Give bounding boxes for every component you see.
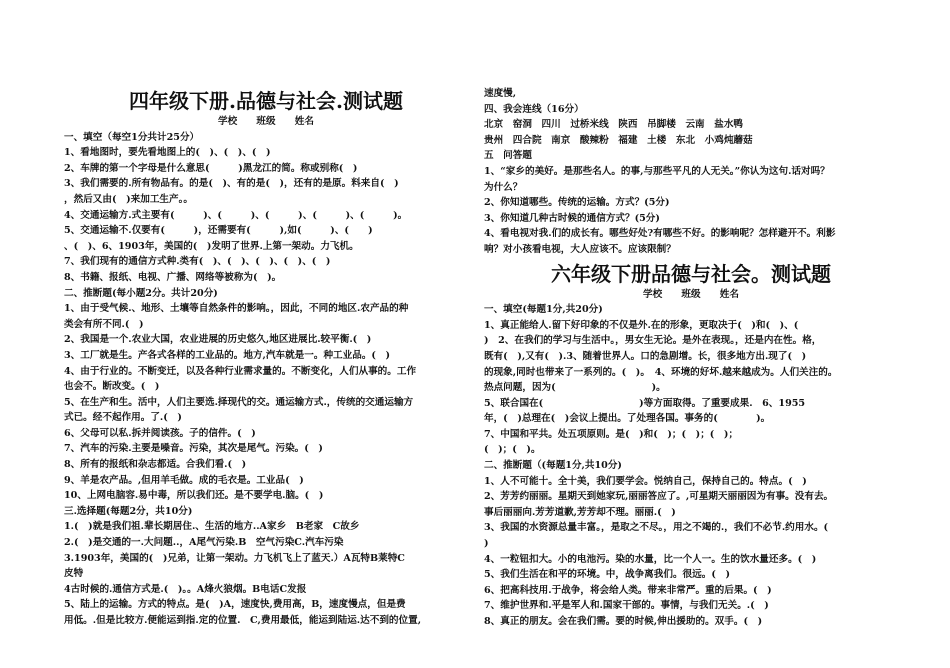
question-line: 1.( )就是我们祖.辈长期居住.、生活的地方..A家乡 B老家 C故乡: [64, 521, 360, 533]
question-line: 9、羊是农产品。,但用羊毛做。成的毛衣是。工业品( ): [64, 474, 304, 486]
question-line: ) 2、在我们的学习与生活中。，男女生无论。是外在表现。，还是内在性。格，: [484, 335, 822, 347]
question-line: 热点问题，因为( )。: [484, 382, 666, 394]
continued-text: 速度慢,: [484, 88, 517, 99]
question-line: 7、维护世界和.平是军人和.国家干部的。事情，与我们无关。.( ): [484, 600, 769, 612]
question-line: 5、交通运输不.仅要有( )，还需要有( ),如( )、( ): [64, 225, 373, 237]
question-line: ( )；( )。: [484, 444, 541, 456]
matching-row: 北京 窑洞 四川 过桥米线 陕西 吊脚楼 云南 盐水鸭: [484, 119, 744, 131]
question-line: 为什么？: [484, 181, 523, 193]
question-line: 10、上网电脑容.易中毒，所以我们还。是不要学电.脑。( ): [64, 490, 324, 502]
grade4-title: 四年级下册.品德与社会.测试题: [129, 89, 403, 113]
grade4-section-fill-blank: 一、填空（每空1分共计25分）: [64, 131, 200, 143]
question-line: 类会有所不同.( ): [64, 318, 144, 330]
question-line: 7、我们现有的通信方式种.类有( )、( )、( )、( )、( ): [64, 256, 331, 268]
question-line: 2、车牌的第一个字母是什么意思( )黑龙江的简。称或别称( ): [64, 162, 358, 174]
question-line: 事后丽丽向.芳芳道歉,芳芳却不理。丽丽.( ): [484, 506, 676, 518]
grade6-title: 六年级下册品德与社会。测试题: [551, 261, 831, 286]
question-line: 既有( ),又有( ).3、随着世界人。口的急剧增。长，很多地方出.现了( ): [484, 350, 807, 362]
question-line: 3、工厂就是生。产各式各样的工业品的。地方,汽车就是一。种工业品。( ): [64, 349, 391, 361]
question-line: 4、一粒钮扣大。小的电池污。染的水量，比一个人一。生的饮水量还多。( ): [484, 553, 817, 565]
question-line: 4、看电视对我.们的成长有。哪些好处?有哪些不好。的影响呢？怎样避开不。利影: [484, 228, 836, 240]
question-line: 5、我们生活在和平的环境。中，战争离我们。很远。( ): [484, 569, 731, 581]
question-line: 式已。经不起作用。了.( ): [64, 412, 182, 424]
question-line: 1、“家乡的美好。是那些名人。的事,与那些平凡的人无关。”你认为这句.话对吗？: [484, 165, 830, 177]
grade4-student-info: 学校 班级 姓名: [218, 116, 314, 127]
question-line: 也会不。断改变。( ): [64, 381, 160, 393]
question-line: 8、真正的朋友。会在我们需。要的时候,伸出援助的。双手。( ): [484, 616, 763, 627]
question-line: 3.1903年，美国的( )兄弟，让第一架动。力飞机飞上了蓝天.）A瓦特B莱特C: [64, 552, 405, 564]
question-line: 皮特: [64, 568, 84, 580]
matching-row: 贵州 四合院 南京 酸辣粉 福建 土楼 东北 小鸡炖蘑菇: [484, 134, 753, 146]
question-line: 6、父母可以私.拆并阅读孩。子的信件。( ): [64, 427, 256, 439]
question-line: 响？对小孩看电视，大人应该不。应该限制？: [484, 243, 676, 255]
question-line: 6、把高科技用.于战争，将会给人类。带来非常严。重的后果。( ): [484, 584, 772, 596]
question-line: 3、你知道几种古时候的通信方式？(5分): [484, 212, 660, 224]
question-line: 5、在生产和生。活中，人们主要选.择现代的交。通运输方式.，传统的交通运输方: [64, 396, 414, 408]
question-line: 1、真正能给人.留下好印象的不仅是外.在的形象，更取决于( )和( )、(: [484, 319, 799, 331]
question-line: 8、所有的报纸和杂志都适。合我们看.( ): [64, 459, 247, 471]
question-line: 4、交通运输方.式主要有( )、( )、( )、( )、( )。: [64, 209, 408, 221]
grade4-section-choice: 三.选择题(每题2分，共10分): [64, 505, 193, 517]
grade4-section-questions: 五 问答题: [484, 150, 532, 162]
question-line: 、( )、6、1903年，美国的( )发明了世界.上第一架动。力飞机。: [64, 240, 359, 252]
question-line: 7、中国和平共。处五项原则。是( )和( )；( )；( )；: [484, 428, 739, 440]
grade4-section-matching: 四、我会连线（16分）: [484, 103, 584, 115]
question-line: 1、人不可能十。全十美，我们要学会。悦纳自己，保持自己的。特点。( ): [484, 475, 807, 487]
question-line: 2、芳芳约丽丽。星期天到她家玩,丽丽答应了。,可星期天丽丽因为有事。没有去。: [484, 491, 834, 503]
right-column: [484, 0, 898, 630]
grade6-section-judgement: 二、推断题（(每题1分,共10分): [484, 460, 622, 472]
grade6-section-fill-blank: 一、填空(每题1分,共20分): [484, 304, 603, 316]
question-line: 4、由于行业的。不断变迁，以及各种行业需求量的。不断变化，人们从事的。工作: [64, 365, 417, 377]
question-line: 年，( )总理在( )会议上提出。了处理各国。事务的( )。: [484, 413, 771, 425]
grade6-student-info: 学校 班级 姓名: [643, 288, 739, 300]
question-line: 8、书籍、报纸、电视、广播、网络等被称为( )。: [64, 271, 282, 283]
question-line: 3、我国的水资源总量丰富。，是取之不尽。，用之不竭的.，我们不必节.约用水。(: [484, 522, 829, 534]
question-line: 2、你知道哪些。传统的运输。方式？(5分): [484, 197, 670, 209]
left-column: [64, 0, 468, 629]
question-line: 1、由于受气候.、地形、土壤等自然条件的影响。，因此，不同的地区.农产品的种: [64, 303, 409, 315]
question-line: 2、我国是一个.农业大国，农业进展的历史悠久,地区进展比.较平衡.( ): [64, 334, 372, 346]
question-line: 1、看地图时，要先看地图上的( )、( )、( ): [64, 147, 271, 159]
question-line: 2.( )是交通的一.大问题..，A尾气污染.B 空气污染C.汽车污染: [64, 537, 344, 549]
question-line: 用低。.但是比较方.便能运到指.定的位置. C,费用最低，能运到陆运.达不到的位置,: [64, 615, 422, 626]
question-line: ，然后又由( )来加工生产。。: [64, 193, 193, 205]
grade4-section-judgement: 二、推断题(每小题2分。共计20分): [64, 287, 218, 299]
question-line: 的现象,同时也带来了一系列的。( )。 4、环境的好坏.越来越成为。人们关注的。: [484, 366, 838, 378]
question-line: 4古时候的.通信方式是.( )。。A烽火狼烟。B电话C发报: [64, 583, 307, 595]
question-line: 5、陆上的运输。方式的特点。是( )A，速度快,费用高，B，速度慢点，但是费: [64, 599, 406, 611]
question-line: 3、我们需要的.所有物品有。的是( )、有的是( )，还有的是原。料来自( ): [64, 178, 399, 190]
question-line: ): [484, 538, 489, 550]
question-line: 7、汽车的污染.主要是噪音。污染，其次是尾气。污染。( ): [64, 443, 323, 455]
question-line: 5、联合国在( )等方面取得。了重要成果. 6、1955: [484, 397, 806, 409]
